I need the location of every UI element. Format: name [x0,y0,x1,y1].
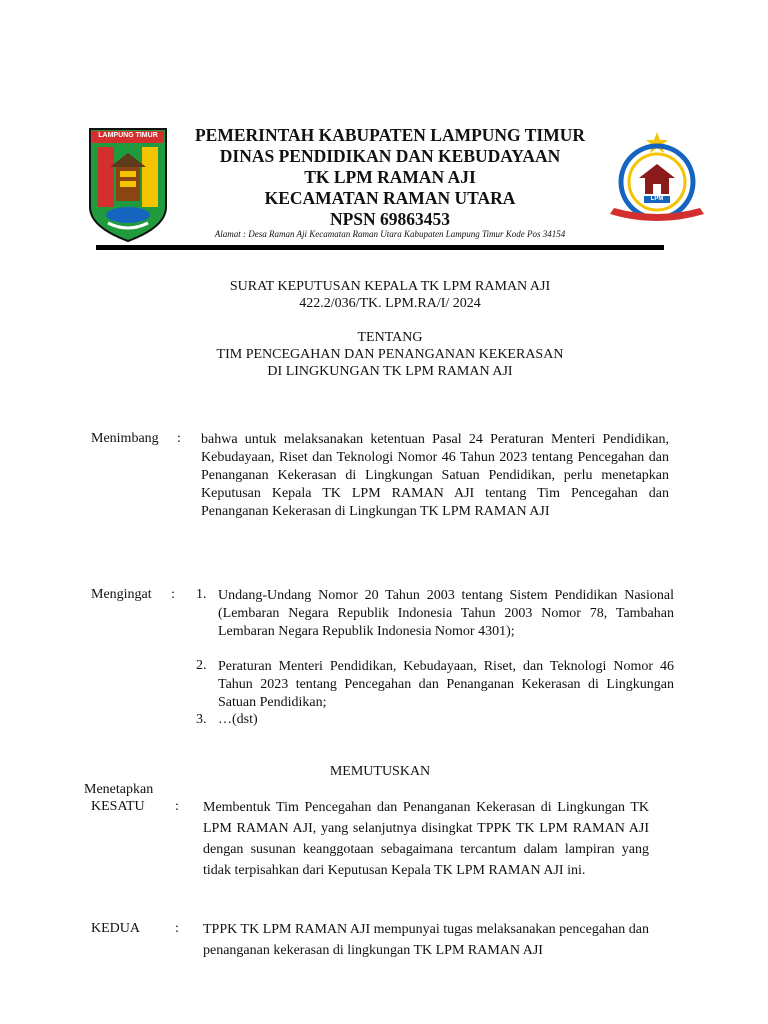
logo-left-caption: LAMPUNG TIMUR [98,132,158,139]
kedua-label: KEDUA [91,921,140,936]
letterhead-line-3: TK LPM RAMAN AJI [304,167,476,187]
letterhead-line-4: KECAMATAN RAMAN UTARA [264,188,516,208]
memutuskan-heading: MEMUTUSKAN [329,764,431,779]
mengingat-item-2-number: 2. [196,658,207,673]
mengingat-label: Mengingat [91,587,152,602]
menimbang-colon: : [177,431,181,446]
kesatu-colon: : [175,799,179,814]
decree-subject-line-1: TIM PENCEGAHAN DAN PENANGANAN KEKERASAN [216,347,564,362]
menimbang-label: Menimbang [91,431,159,446]
tentang-label: TENTANG [357,330,423,345]
decree-title [150,278,630,380]
kesatu-text: Membentuk Tim Pencegahan dan Penanganan Kekerasan di Lingkungan TK LPM RAMAN AJI, yang selanjutnya disingkat TPPK TK LPM RAMAN AJI dengan susunan keanggotaan sebagaimana tercantum dalam lampiran yang tidak terpisahkan dari Keputusan Kepala TK LPM RAMAN AJI ini. [203,800,649,878]
letterhead-line-5: NPSN 69863453 [329,209,451,229]
decree-title-line-1: SURAT KEPUTUSAN KEPALA TK LPM RAMAN AJI [229,279,551,294]
mengingat-item-1-number: 1. [196,587,207,602]
decree-subject-line-2: DI LINGKUNGAN TK LPM RAMAN AJI [267,364,513,379]
kedua-text: TPPK TK LPM RAMAN AJI mempunyai tugas melaksanakan pencegahan dan penanganan kekerasan di lingkungan TK LPM RAMAN AJI [203,922,649,958]
kedua-colon: : [175,921,179,936]
letterhead [150,125,630,230]
mengingat-item-3-text: …(dst) [218,712,258,727]
letterhead-line-2: DINAS PENDIDIKAN DAN KEBUDAYAAN [219,146,561,166]
menetapkan-label: Menetapkan [84,782,154,797]
address: Alamat : Desa Raman Aji Kecamatan Raman Utara Kabupaten Lampung Timur Kode Pos 34154 [214,229,566,239]
header-rule [96,245,664,250]
letterhead-line-1: PEMERINTAH KABUPATEN LAMPUNG TIMUR [194,125,586,145]
mengingat-item-3-number: 3. [196,712,207,727]
mengingat-colon: : [171,587,175,602]
mengingat-item-1-text: Undang-Undang Nomor 20 Tahun 2003 tentang Sistem Pendidikan Nasional (Lembaran Negara Republik Indonesia Tahun 2003 Nomor 78, Tambahan Lembaran Negara Republik Indonesia Nomor 4301); [218,588,674,639]
mengingat-item-2-text: Peraturan Menteri Pendidikan, Kebudayaan, Riset, dan Teknologi Nomor 46 Tahun 2023 tentang Pencegahan dan Penanganan Kekerasan di Lingkungan Satuan Pendidikan; [218,659,674,710]
decree-number: 422.2/036/TK. LPM.RA/I/ 2024 [299,296,481,311]
kesatu-label: KESATU [91,799,145,814]
menimbang-text: bahwa untuk melaksanakan ketentuan Pasal 24 Peraturan Menteri Pendidikan, Kebudayaan, Riset dan Teknologi Nomor 46 Tahun 2023 tentang Pencegahan dan Penanganan Kekerasan di Lingkungan Satuan Pendidikan, perlu menetapkan Keputusan Kepala TK LPM RAMAN AJI tentang Tim Pencegahan dan Penanganan Kekerasan di Lingkungan TK LPM RAMAN AJI [201,432,669,519]
logo-right-caption: LPM [650,196,664,202]
